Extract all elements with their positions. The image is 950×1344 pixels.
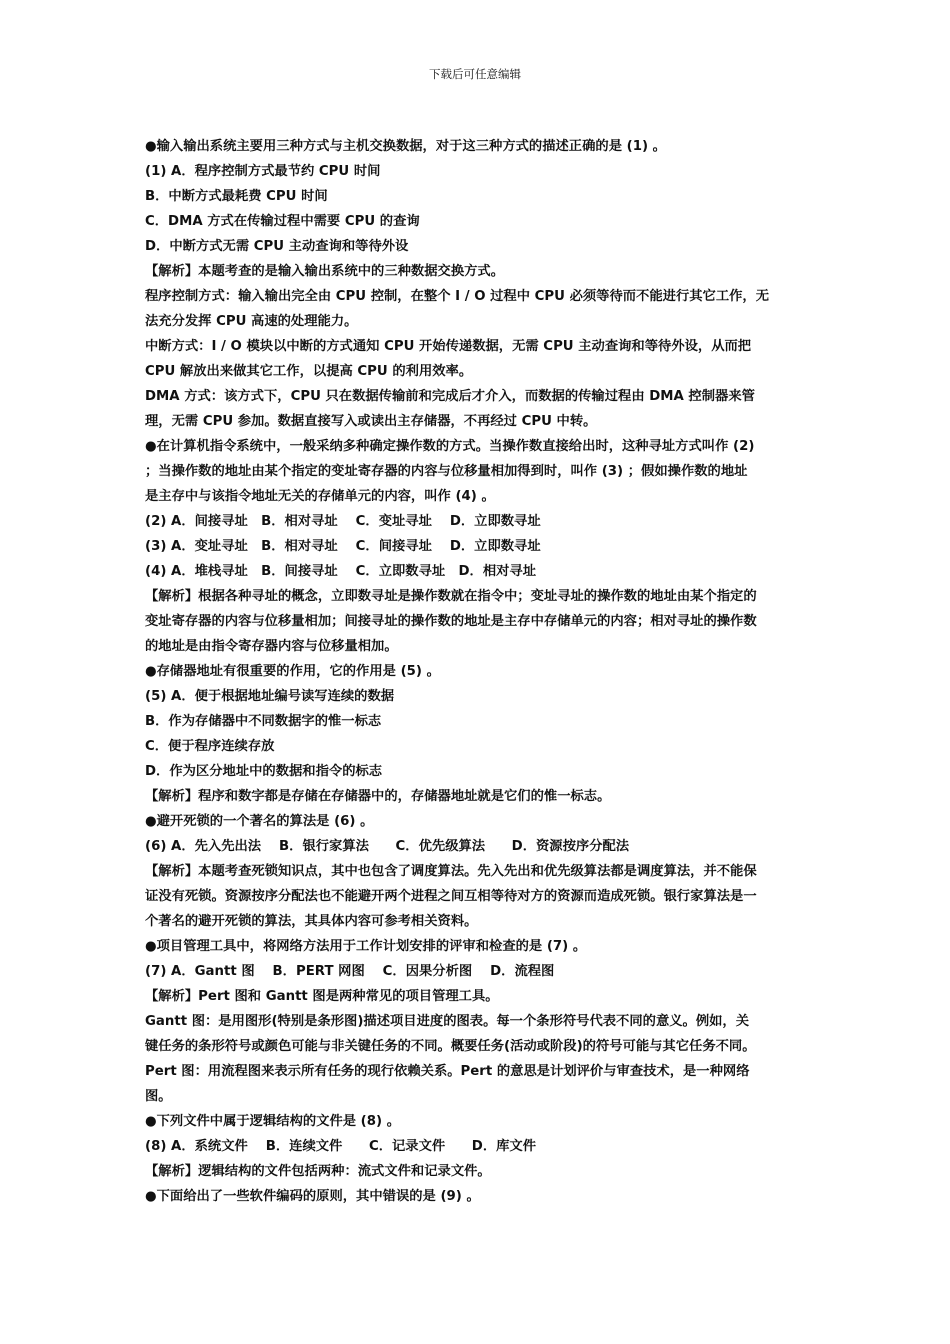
text-line: 【解析】本题考查死锁知识点，其中也包含了调度算法。先入先出和优先级算法都是调度算法，并不能保 xyxy=(145,864,757,879)
text-line: C．便于程序连续存放 xyxy=(145,739,275,754)
text-line: D．作为区分地址中的数据和指令的标志 xyxy=(145,764,383,779)
text-line: (2) A．间接寻址 B．相对寻址 C．变址寻址 D．立即数寻址 xyxy=(145,514,541,529)
text-line: (8) A．系统文件 B．连续文件 C．记录文件 D．库文件 xyxy=(145,1139,537,1154)
text-line: Pert 图：用流程图来表示所有任务的现行依赖关系。Pert 的意思是计划评价与审查技术，是一种网络 xyxy=(145,1064,750,1079)
page-header: 下载后可任意编辑 xyxy=(429,67,521,81)
text-line: (4) A．堆栈寻址 B．间接寻址 C．立即数寻址 D．相对寻址 xyxy=(145,564,537,579)
text-line: 【解析】本题考查的是输入输出系统中的三种数据交换方式。 xyxy=(145,264,505,279)
text-line: 【解析】根据各种寻址的概念，立即数寻址是操作数就在指令中；变址寻址的操作数的地址由某个指定的 xyxy=(145,589,757,604)
text-line: DMA 方式：该方式下，CPU 只在数据传输前和完成后才介入，而数据的传输过程由 DMA 控制器来管 xyxy=(145,389,755,404)
text-line: ●下面给出了一些软件编码的原则，其中错误的是 (9) 。 xyxy=(145,1189,480,1204)
text-line: ●项目管理工具中，将网络方法用于工作计划安排的评审和检查的是 (7) 。 xyxy=(145,939,587,954)
text-line: (5) A．便于根据地址编号读写连续的数据 xyxy=(145,689,395,704)
text-line: 是主存中与该指令地址无关的存储单元的内容，叫作 (4) 。 xyxy=(145,489,495,504)
text-line: (7) A．Gantt 图 B．PERT 网图 C．因果分析图 D．流程图 xyxy=(145,964,555,979)
text-line: 中断方式：I / O 模块以中断的方式通知 CPU 开始传递数据，无需 CPU 主动查询和等待外设，从而把 xyxy=(145,339,752,354)
text-line: (6) A．先入先出法 B．银行家算法 C．优先级算法 D．资源按序分配法 xyxy=(145,839,630,854)
text-line: D．中断方式无需 CPU 主动查询和等待外设 xyxy=(145,239,409,254)
text-line: 【解析】逻辑结构的文件包括两种：流式文件和记录文件。 xyxy=(145,1164,491,1179)
document-body xyxy=(145,134,807,1209)
text-line: ●输入输出系统主要用三种方式与主机交换数据，对于这三种方式的描述正确的是 (1) 。 xyxy=(145,139,666,154)
text-line: 个著名的避开死锁的算法，其具体内容可参考相关资料。 xyxy=(145,914,478,929)
text-line: 的地址是由指令寄存器内容与位移量相加。 xyxy=(145,639,398,654)
text-line: 理，无需 CPU 参加。数据直接写入或读出主存储器，不再经过 CPU 中转。 xyxy=(145,414,597,429)
text-line: 法充分发挥 CPU 高速的处理能力。 xyxy=(145,314,358,329)
text-line: ●避开死锁的一个著名的算法是 (6) 。 xyxy=(145,814,374,829)
text-line: ；当操作数的地址由某个指定的变址寄存器的内容与位移量相加得到时，叫作 (3) ；假如操作数的地址 xyxy=(145,464,748,479)
text-line: (3) A．变址寻址 B．相对寻址 C．间接寻址 D．立即数寻址 xyxy=(145,539,541,554)
text-line: (1) A．程序控制方式最节约 CPU 时间 xyxy=(145,164,381,179)
text-line: Gantt 图：是用图形(特别是条形图)描述项目进度的图表。每一个条形符号代表不同的意义。例如，关 xyxy=(145,1014,750,1029)
text-line: B．中断方式最耗费 CPU 时间 xyxy=(145,189,328,204)
text-line: 变址寄存器的内容与位移量相加；间接寻址的操作数的地址是主存中存储单元的内容；相对寻址的操作数 xyxy=(145,614,757,629)
text-line: 程序控制方式：输入输出完全由 CPU 控制，在整个 I / O 过程中 CPU 必须等待而不能进行其它工作，无 xyxy=(145,289,770,304)
text-line: 键任务的条形符号或颜色可能与非关键任务的不同。概要任务(活动或阶段)的符号可能与其它任务不同。 xyxy=(145,1039,756,1054)
text-line: 【解析】Pert 图和 Gantt 图是两种常见的项目管理工具。 xyxy=(145,989,499,1004)
text-line: ●下列文件中属于逻辑结构的文件是 (8) 。 xyxy=(145,1114,401,1129)
text-line: C．DMA 方式在传输过程中需要 CPU 的查询 xyxy=(145,214,420,229)
text-line: 证没有死锁。资源按序分配法也不能避开两个进程之间互相等待对方的资源而造成死锁。银行家算法是一 xyxy=(145,889,757,904)
text-line: 【解析】程序和数字都是存储在存储器中的，存储器地址就是它们的惟一标志。 xyxy=(145,789,611,804)
text-line: CPU 解放出来做其它工作，以提高 CPU 的利用效率。 xyxy=(145,364,473,379)
text-line: B．作为存储器中不同数据字的惟一标志 xyxy=(145,714,382,729)
text-line: ●在计算机指令系统中，一般采纳多种确定操作数的方式。当操作数直接给出时，这种寻址方式叫作 (2) xyxy=(145,439,755,454)
text-line: 图。 xyxy=(145,1089,172,1104)
text-line: ●存储器地址有很重要的作用，它的作用是 (5) 。 xyxy=(145,664,440,679)
